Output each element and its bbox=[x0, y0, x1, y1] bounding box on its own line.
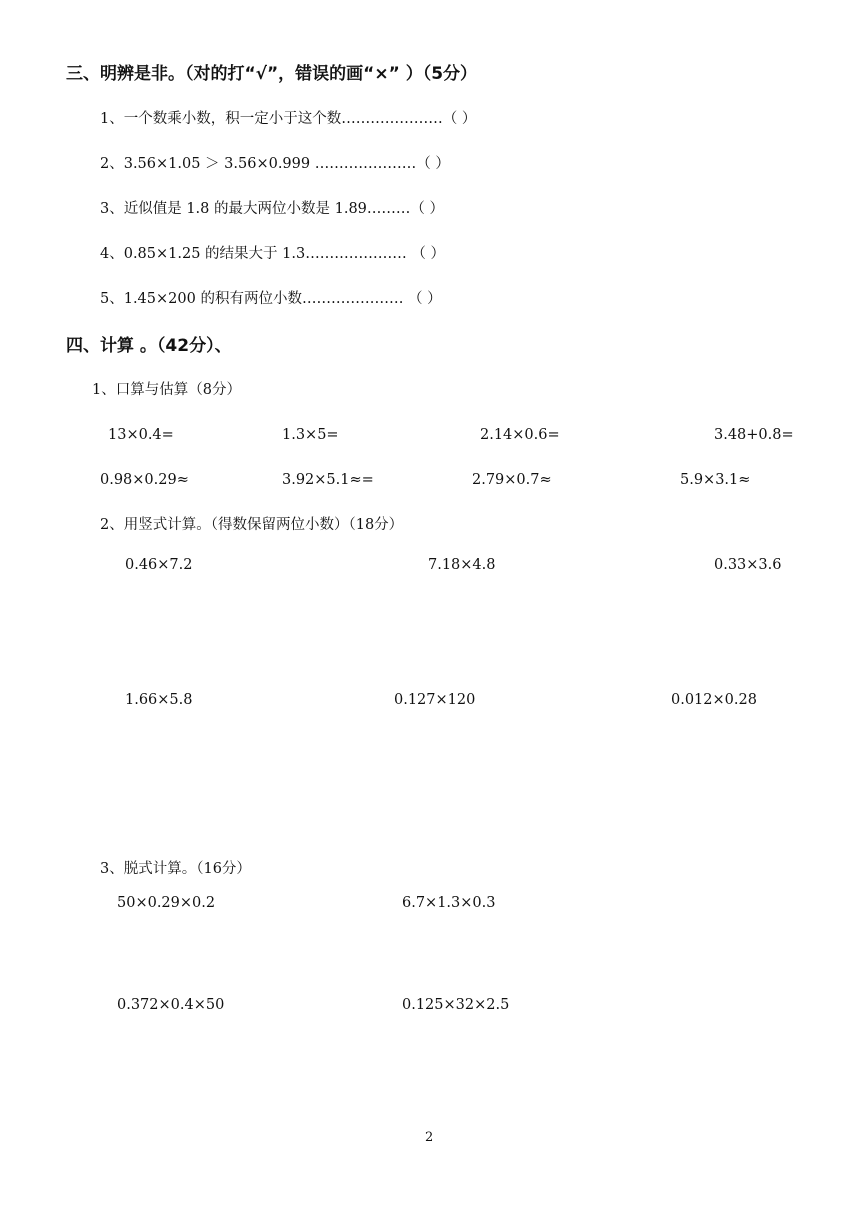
page-number: 2 bbox=[425, 1130, 434, 1145]
section3-title: 三、明辨是非。（对的打“√”，错误的画“×” ）（5分） bbox=[66, 64, 478, 84]
vertical-problem-2: 7.18×4.8 bbox=[428, 557, 496, 573]
vertical-problem-5: 0.127×120 bbox=[394, 692, 476, 708]
vertical-problem-4: 1.66×5.8 bbox=[125, 692, 193, 708]
judgement-item-5: 5、1.45×200 的积有两位小数………………… （ ） bbox=[100, 291, 442, 307]
judgement-item-1: 1、一个数乘小数，积一定小于这个数…………………（ ） bbox=[100, 111, 477, 127]
vertical-problem-1: 0.46×7.2 bbox=[125, 557, 193, 573]
stepwise-problem-2: 6.7×1.3×0.3 bbox=[402, 895, 496, 911]
oral-problem-3: 2.14×0.6= bbox=[480, 427, 560, 443]
judgement-item-4: 4、0.85×1.25 的结果大于 1.3………………… （ ） bbox=[100, 246, 445, 262]
section4-title: 四、计算 。（42分）、 bbox=[66, 336, 232, 356]
stepwise-problem-4: 0.125×32×2.5 bbox=[402, 997, 510, 1013]
estimate-problem-1: 0.98×0.29≈ bbox=[100, 472, 189, 488]
judgement-item-3: 3、近似值是 1.8 的最大两位小数是 1.89………（ ） bbox=[100, 201, 445, 217]
oral-problem-2: 1.3×5= bbox=[282, 427, 339, 443]
oral-problem-4: 3.48+0.8= bbox=[714, 427, 794, 443]
part1-title: 1、口算与估算（8分） bbox=[92, 382, 241, 398]
oral-problem-1: 13×0.4= bbox=[108, 427, 174, 443]
estimate-problem-4: 5.9×3.1≈ bbox=[680, 472, 751, 488]
judgement-item-2: 2、3.56×1.05 ＞ 3.56×0.999 …………………（ ） bbox=[100, 156, 450, 172]
estimate-problem-2: 3.92×5.1≈= bbox=[282, 472, 374, 488]
stepwise-problem-1: 50×0.29×0.2 bbox=[117, 895, 216, 911]
part3-title: 3、脱式计算。（16分） bbox=[100, 861, 251, 877]
vertical-problem-6: 0.012×0.28 bbox=[671, 692, 757, 708]
stepwise-problem-3: 0.372×0.4×50 bbox=[117, 997, 225, 1013]
estimate-problem-3: 2.79×0.7≈ bbox=[472, 472, 552, 488]
part2-title: 2、用竖式计算。（得数保留两位小数）（18分） bbox=[100, 517, 404, 533]
vertical-problem-3: 0.33×3.6 bbox=[714, 557, 782, 573]
